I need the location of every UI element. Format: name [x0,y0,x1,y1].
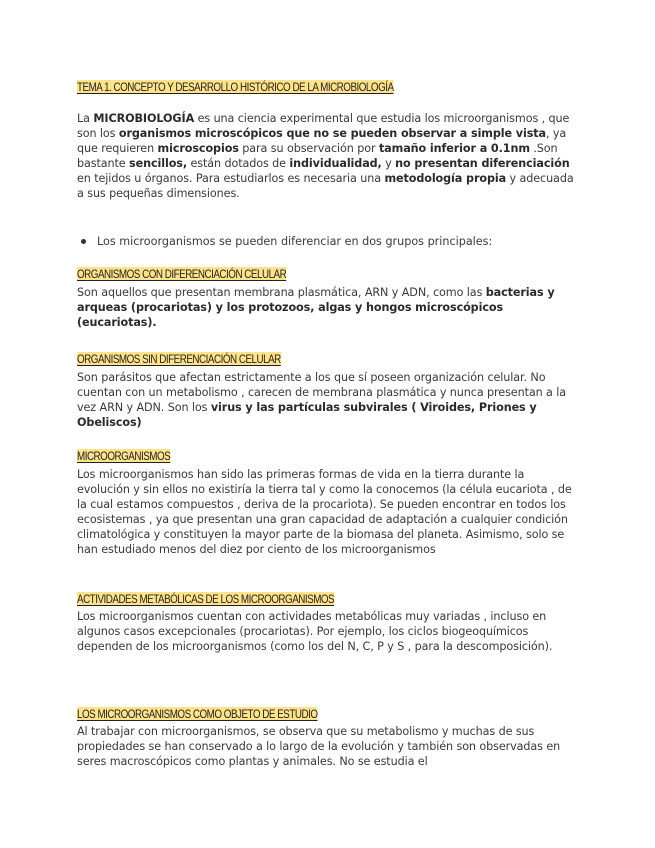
section-heading: LOS MICROORGANISMOS COMO OBJETO DE ESTUDIO [77,707,318,721]
page-title: TEMA 1. CONCEPTO Y DESARROLLO HISTÓRICO DE LA MICROBIOLOGÍA [77,80,394,94]
section-paragraph: Al trabajar con microorganismos, se observa que su metabolismo y muchas de sus propiedades se han conservado a lo largo de la evolución y también son observadas en seres macroscópicos como plantas y animales. No se estudia el [77,725,561,768]
list-item: Los microorganismos se pueden diferenciar en dos grupos principales: [97,234,492,249]
section-heading: ACTIVIDADES METABÓLICAS DE LOS MICROORGANISMOS [77,592,335,606]
bullet-icon [81,239,86,244]
section-heading: MICROORGANISMOS [77,449,171,463]
section-paragraph: Son parásitos que afectan estrictamente a los que sí poseen organización celular. No cuentan con un metabolismo , carecen de membrana plasmática y nunca presentan a la vez ARN y ADN. Son los virus y las partículas subvirales ( Viroides, Priones y Obeliscos) [77,371,567,429]
section-paragraph: Son aquellos que presentan membrana plasmática, ARN y ADN, como las bacterias y arqueas (procariotas) y los protozoos, algas y hongos microscópicos (eucariotas). [77,286,555,329]
section-heading: ORGANISMOS CON DIFERENCIACIÓN CELULAR [77,267,287,281]
section-paragraph: Los microorganismos han sido las primeras formas de vida en la tierra durante la evolución y sin ellos no existiría la tierra tal y como la conocemos (la célula eucariota , de la cual estamos compuestos , deriva de la procariota). Se pueden encontrar en todos los ecosistemas , ya que presentan una gran capacidad de adaptación a cualquier condición climatológica y constituyen la mayor parte de la biomasa del planeta. Asimismo, solo se han estudiado menos del diez por ciento de los microorganismos [77,468,572,556]
section-heading: ORGANISMOS SIN DIFERENCIACIÓN CELULAR [77,352,281,366]
intro-paragraph: La MICROBIOLOGÍA es una ciencia experimental que estudia los microorganismos , que son los organismos microscópicos que no se pueden observar a simple vista, ya que requieren microscopios para su observación por tamaño inferior a 0.1nm .Son bastante sencillos, están dotados de individualidad, y no presentan diferenciación en tejidos u órganos. Para estudiarlos es necesaria una metodología propia y adecuada a sus pequeñas dimensiones. [77,112,574,200]
section-paragraph: Los microorganismos cuentan con actividades metabólicas muy variadas , incluso en algunos casos excepcionales (procariotas). Por ejemplo, los ciclos biogeoquímicos dependen de los microorganismos (como los del N, C, P y S , para la descomposición). [77,610,553,653]
